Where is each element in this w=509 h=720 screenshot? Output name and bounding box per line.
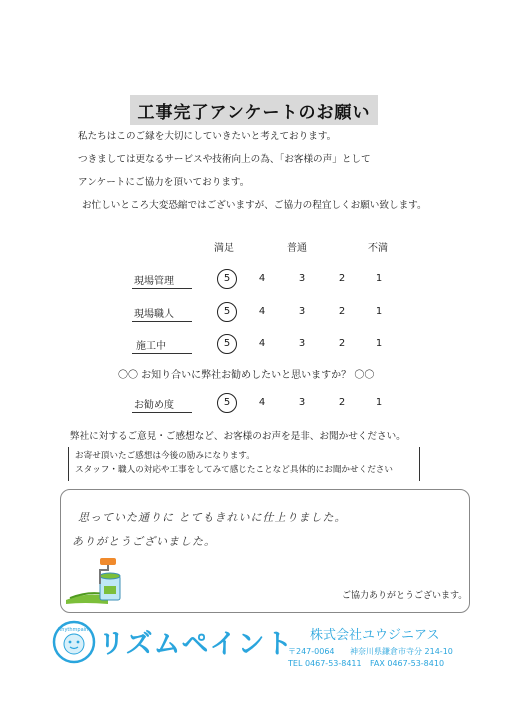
score-1[interactable]: 1 — [375, 306, 383, 317]
score-3[interactable]: 3 — [298, 306, 306, 317]
score-3[interactable]: 3 — [298, 273, 306, 284]
score-2[interactable]: 2 — [338, 397, 346, 408]
thanks-text: ご協力ありがとうございます。 — [342, 591, 468, 601]
label-underline — [132, 412, 192, 413]
header-satisfied: 満足 — [214, 243, 234, 254]
rating-label: 現場職人 — [134, 309, 174, 320]
intro-text — [78, 125, 427, 217]
rating-label: 現場管理 — [134, 276, 174, 287]
score-4[interactable]: 4 — [258, 273, 266, 284]
header-dissatisfied: 不満 — [368, 243, 388, 254]
survey-title: 工事完了アンケートのお願い — [137, 102, 371, 123]
label-underline — [132, 288, 192, 289]
score-5[interactable]: 5 — [223, 338, 231, 349]
recommend-label: お勧め度 — [134, 400, 174, 411]
recommend-question: 〇〇 お知り合いに弊社お勧めしたいと思いますか？ 〇〇 — [118, 370, 375, 381]
score-3[interactable]: 3 — [298, 397, 306, 408]
survey-title-box — [130, 95, 378, 125]
company-postal: 〒247-0064 — [288, 647, 335, 656]
notes-box — [68, 447, 420, 481]
score-3[interactable]: 3 — [298, 338, 306, 349]
score-4[interactable]: 4 — [258, 397, 266, 408]
rating-label: 施工中 — [136, 341, 166, 352]
header-normal: 普通 — [287, 243, 307, 254]
note-line-1: お寄せ頂いたご感想は今後の励みになります。 — [75, 451, 255, 461]
company-fax: FAX 0467-53-8410 — [370, 659, 445, 668]
handwritten-line-2: ありがとうございました。 — [72, 535, 216, 548]
score-2[interactable]: 2 — [338, 306, 346, 317]
score-1[interactable]: 1 — [375, 397, 383, 408]
score-4[interactable]: 4 — [258, 338, 266, 349]
intro-line-2: つきましては更なるサービスや技術向上の為、「お客様の声」として — [78, 154, 371, 165]
label-underline — [132, 321, 192, 322]
logo-text: Rhythmpaint — [57, 627, 91, 633]
handwritten-line-1: 思っていた通りに とてもきれいに仕上りました。 — [78, 511, 347, 524]
company-tel: TEL 0467-53-8411 — [288, 659, 362, 668]
score-2[interactable]: 2 — [338, 273, 346, 284]
paint-roller-icon — [88, 556, 120, 586]
company-address: 神奈川県鎌倉市寺分 214-10 — [350, 647, 453, 656]
company-name: 株式会社ユウジニアス — [310, 628, 440, 643]
score-5[interactable]: 5 — [223, 273, 231, 284]
score-5[interactable]: 5 — [223, 397, 231, 408]
note-line-2: スタッフ・職人の対応や工事をしてみて感じたことなど具体的にお聞かせください — [75, 465, 393, 475]
score-2[interactable]: 2 — [338, 338, 346, 349]
score-1[interactable]: 1 — [375, 338, 383, 349]
intro-line-3: アンケートにご協力を頂いております。 — [78, 177, 250, 188]
intro-line-1: 私たちはこのご縁を大切にしていきたいと考えております。 — [78, 131, 337, 142]
score-5[interactable]: 5 — [223, 306, 231, 317]
score-4[interactable]: 4 — [258, 306, 266, 317]
score-1[interactable]: 1 — [375, 273, 383, 284]
mascot-logo-icon — [52, 620, 96, 664]
label-underline — [132, 353, 192, 354]
feedback-prompt: 弊社に対するご意見・ご感想など、お客様のお声を是非、お聞かせください。 — [70, 431, 406, 442]
intro-line-4: お忙しいところ大変恐縮ではございますが、ご協力の程宜しくお願い致します。 — [82, 200, 427, 211]
brand-name: リズムペイント — [98, 629, 294, 660]
